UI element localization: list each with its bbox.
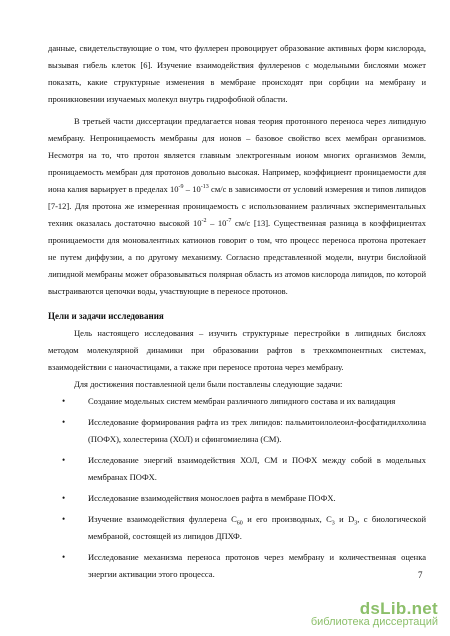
bullet-icon: •: [62, 514, 66, 524]
subscript-3: 3: [331, 520, 335, 527]
list-item: [48, 414, 426, 448]
exponent-4: -7: [226, 218, 232, 225]
task-text: Исследование взаимодействия монослоев рафта в мембране ПОФХ.: [88, 493, 336, 503]
list-item: [48, 549, 426, 583]
task-text: Исследование энергий взаимодействия ХОЛ, СМ и ПОФХ между собой в модельных мембранах ПОФХ.: [88, 455, 426, 482]
page-number: 7: [418, 570, 423, 580]
section-heading: Цели и задачи исследования: [48, 311, 164, 321]
paragraph-2: [48, 113, 426, 300]
bullet-icon: •: [62, 552, 66, 562]
bullet-icon: •: [62, 396, 66, 406]
bullet-icon: •: [62, 493, 66, 503]
para2-text-d: – 10: [206, 218, 227, 228]
task-text: , с биологической мембраной, состоящей из липидов ДПХФ.: [88, 514, 426, 541]
task-text: Изучение взаимодействия фуллерена C: [88, 514, 237, 524]
task-text: Исследование механизма переноса протонов через мембрану и количественная оценка энергии активации этого процесса.: [88, 552, 426, 579]
task-text: и его производных, C: [242, 514, 332, 524]
subscript-3: 3: [354, 520, 358, 527]
task-text: Создание модельных систем мембран различного липидного состава и их валидация: [88, 396, 396, 406]
watermark: [311, 599, 438, 628]
list-item: [48, 490, 426, 507]
subscript-60: 60: [236, 520, 243, 527]
bullet-icon: •: [62, 455, 66, 465]
para2-text-a: В третьей части диссертации предлагается новая теория протонного переноса через липидную мембрану. Непроницаемость мембраны для ионов – базовое свойство всех мембран организмов. Несмотря на то, что протон является главным электрогенным ионом многих организмов Земли, проницаемость мембран для протонов довольно высокая. Например, коэффициент проницаемости для иона калия варьирует в пределах 10: [48, 116, 426, 194]
task-list: [48, 393, 426, 583]
para2-text-c: см/с в зависимости от условий измерения и типов липидов [7-12]. Для протона же измеренная проницаемость с использованием различных экспериментальных техник оказалась достаточно высокой 10: [48, 184, 426, 228]
list-item: [48, 393, 426, 410]
para2-text-e: см/с [13]. Существенная разница в коэффициентах проницаемости для моновалентных катионов говорит о том, что процесс переноса протона протекает не путем диффузии, а по другому механизму. Согласно представленной модели, внутри бислойной липидной мембраны может образовываться полярная область из атомов кислорода липидов, по которой выстраиваются цепочки воды, участвующие в переносе протонов.: [48, 218, 426, 296]
list-item: [48, 511, 426, 545]
watermark-logo: dsLib.net: [359, 599, 438, 618]
para2-text-b: – 10: [183, 184, 201, 194]
paragraph-tasks-intro: Для достижения поставленной цели были поставлены следующие задачи:: [74, 379, 343, 389]
exponent-3: -2: [201, 218, 207, 225]
paragraph-1: данные, свидетельствующие о том, что фуллерен провоцирует образование активных форм кислорода, вызывая гибель клеток [6]. Изучение взаимодействия фуллеренов с модельными бислоями может показать, какие структурные изменения в мембране происходят при сорбции на мембрану и проникновении изучаемых молекул внутрь гидрофобной области.: [48, 43, 426, 104]
document-body: [48, 40, 426, 583]
task-text: Исследование формирования рафта из трех липидов: пальмитоилолеоил-фосфатидилхолина (ПОФХ), холестерина (ХОЛ) и сфингомиелина (СМ).: [88, 417, 426, 444]
exponent-1: -9: [178, 184, 184, 191]
watermark-subtitle: библиотека диссертаций: [310, 616, 438, 628]
bullet-icon: •: [62, 417, 66, 427]
task-text: и D: [334, 514, 355, 524]
list-item: [48, 452, 426, 486]
exponent-2: -13: [200, 184, 209, 191]
paragraph-goal: Цель настоящего исследования – изучить структурные перестройки в липидных бислоях методом молекулярной динамики при образовании рафтов в трехкомпонентных системах, взаимодействии с наночастицами, а также при переносе протона через мембрану.: [48, 328, 426, 372]
